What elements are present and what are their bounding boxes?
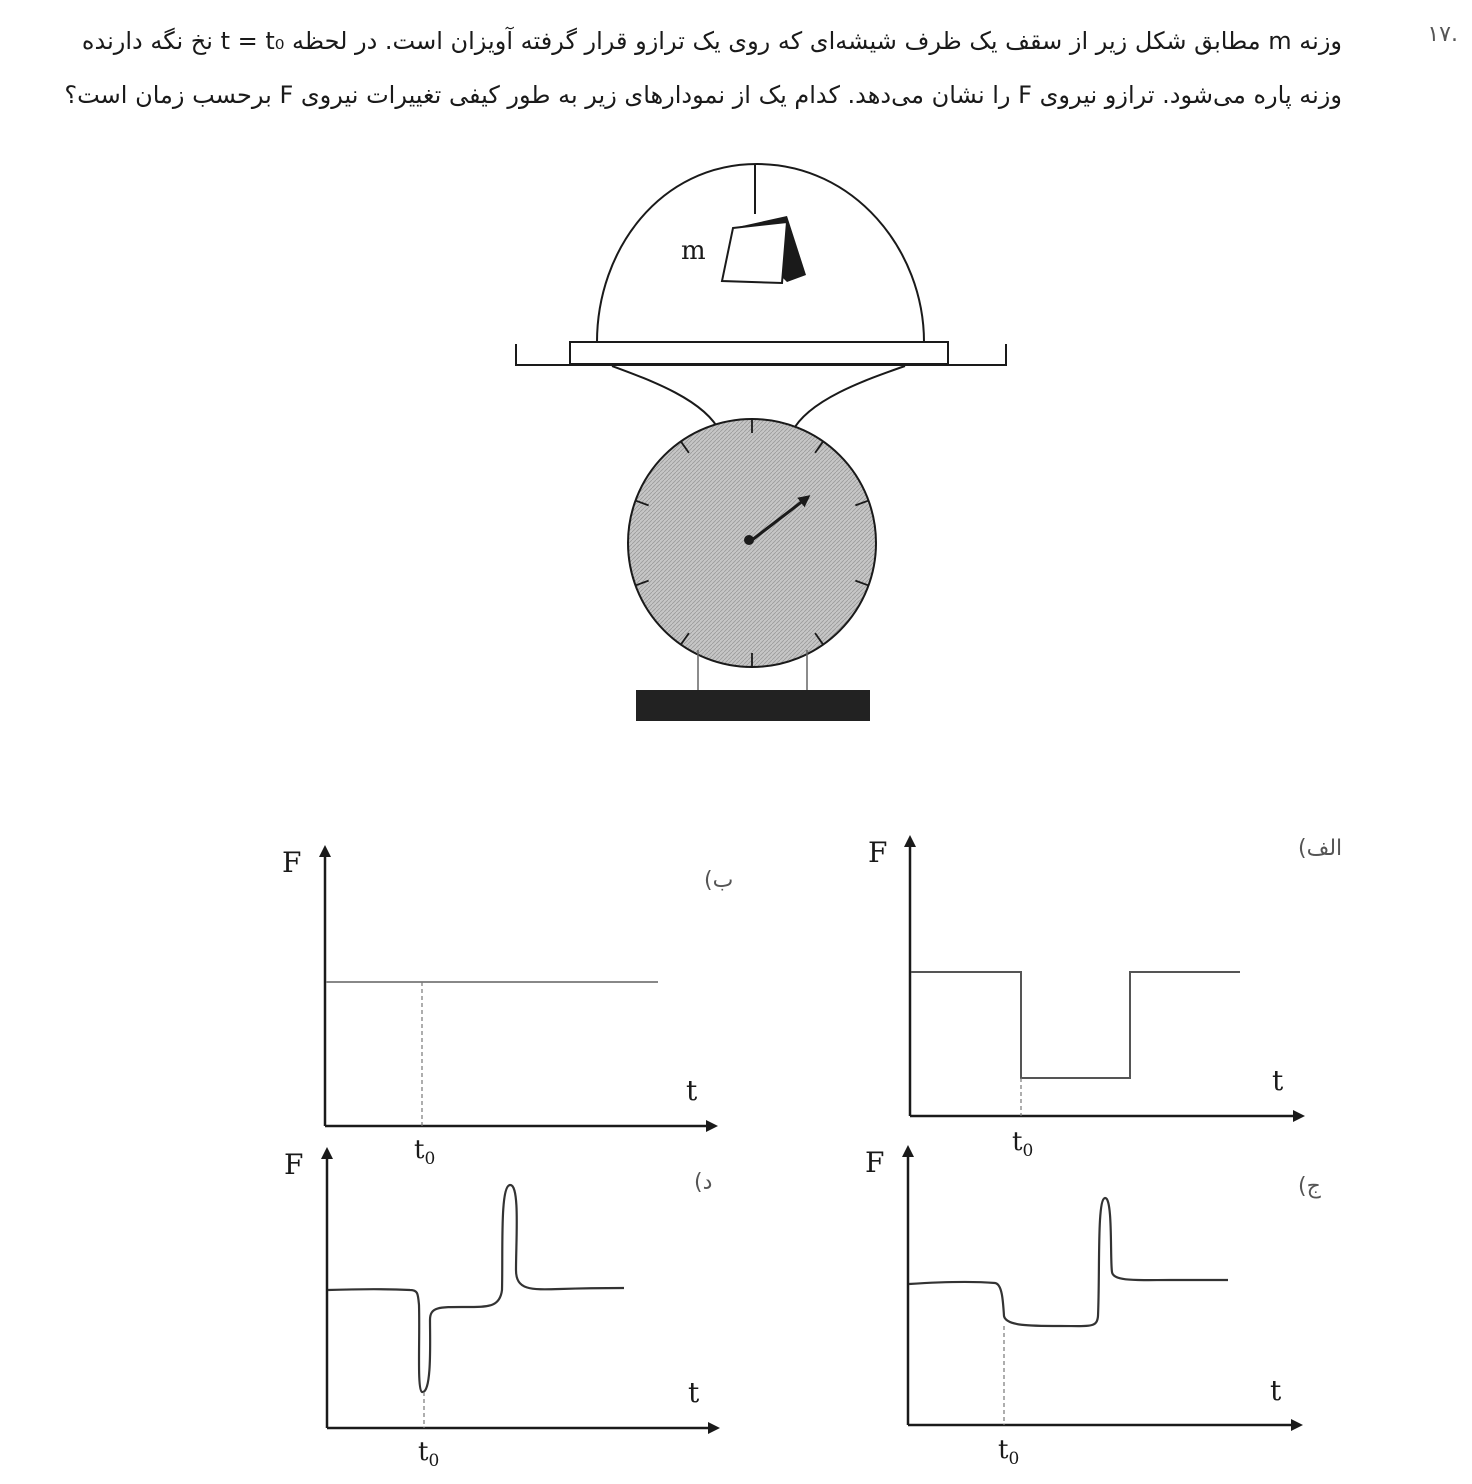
graph-alef-x-label: t	[1272, 1064, 1284, 1097]
force-curve	[911, 972, 1240, 1078]
scale-apparatus	[516, 164, 1006, 721]
graph-dal-x-label: t	[688, 1376, 700, 1409]
graph-dal-y-label: F	[284, 1148, 304, 1181]
option-label-alef[interactable]: الف)	[1298, 836, 1343, 861]
graph-be-x-label: t	[686, 1074, 698, 1107]
option-label-dal[interactable]: د)	[694, 1170, 713, 1195]
graph-alef-y-label: F	[868, 836, 888, 869]
graph-alef	[910, 838, 1302, 1116]
support-left	[612, 366, 720, 432]
option-label-jim[interactable]: ج)	[1298, 1174, 1321, 1199]
graph-alef-t0: $t_0$	[1012, 1127, 1034, 1161]
graph-be-t0: $t_0$	[414, 1135, 436, 1169]
question-number: ۱۷.	[1427, 22, 1458, 47]
question-line-2: وزنه پاره می‌شود. ترازو نیروی F را نشان می‌دهد. کدام یک از نمودارهای زیر به طور کیفی تغییرات نیروی F برحسب زمان است؟	[64, 81, 1342, 109]
pan-plate	[570, 342, 948, 364]
graph-dal	[327, 1150, 717, 1428]
graph-jim-t0: $t_0$	[998, 1435, 1020, 1469]
scale-base	[636, 690, 870, 721]
mass-label: m	[681, 236, 706, 266]
question-line-1: وزنه m مطابق شکل زیر از سقف یک ظرف شیشه‌ای که روی یک ترازو قرار گرفته آویزان است. در لحظه t = t₀ نخ نگه دارنده	[81, 27, 1342, 55]
graph-jim	[908, 1148, 1300, 1425]
graph-be	[325, 848, 715, 1126]
graph-jim-x-label: t	[1270, 1374, 1282, 1407]
graph-dal-t0: $t_0$	[418, 1437, 440, 1471]
hanging-mass	[722, 216, 806, 283]
force-curve	[909, 1198, 1228, 1326]
option-label-be[interactable]: ب)	[704, 868, 734, 893]
graph-jim-y-label: F	[865, 1146, 885, 1179]
dial-pivot	[744, 535, 754, 545]
support-right	[792, 366, 905, 432]
graph-be-y-label: F	[282, 846, 302, 879]
force-curve	[328, 1185, 624, 1392]
